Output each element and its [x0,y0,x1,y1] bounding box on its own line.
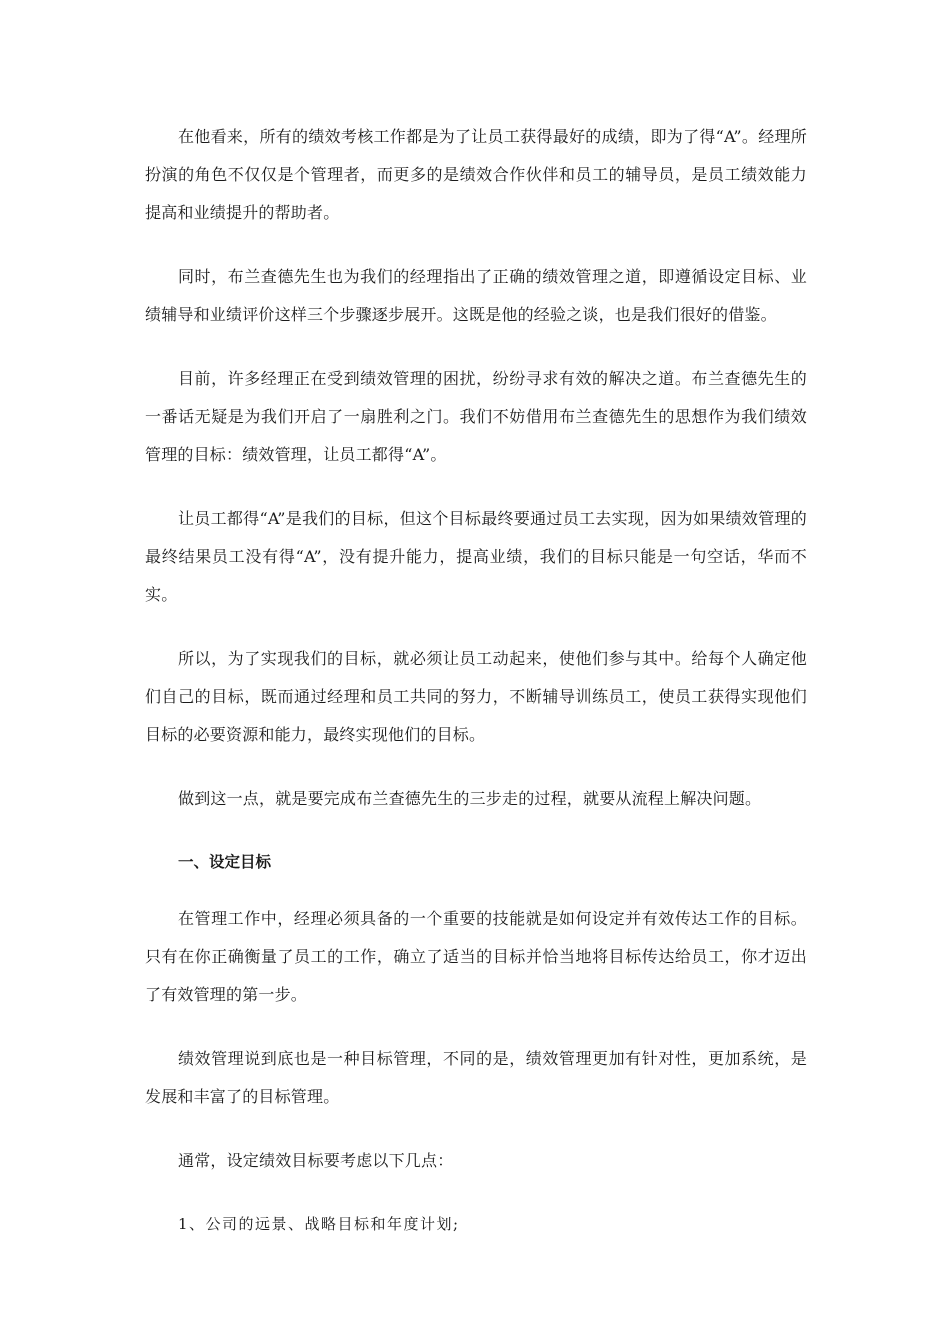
paragraph: 让员工都得“A”是我们的目标，但这个目标最终要通过员工去实现，因为如果绩效管理的最终结果员工没有得“A”，没有提升能力，提高业绩，我们的目标只能是一句空话，华而不实。 [145,509,807,604]
section-paragraph: 在管理工作中，经理必须具备的一个重要的技能就是如何设定并有效传达工作的目标。只有在你正确衡量了员工的工作，确立了适当的目标并恰当地将目标传达给员工，你才迈出了有效管理的第一步。 [145,909,807,1004]
section-paragraph: 通常，设定绩效目标要考虑以下几点： [178,1151,454,1170]
paragraph: 做到这一点，就是要完成布兰查德先生的三步走的过程，就要从流程上解决问题。 [178,789,762,808]
paragraph: 在他看来，所有的绩效考核工作都是为了让员工获得最好的成绩，即为了得“A”。经理所扮演的角色不仅仅是个管理者，而更多的是绩效合作伙伴和员工的辅导员，是员工绩效能力提高和业绩提升的帮助者。 [145,127,807,222]
section-paragraph: 绩效管理说到底也是一种目标管理，不同的是，绩效管理更加有针对性，更加系统，是发展和丰富了的目标管理。 [145,1049,807,1106]
paragraph: 目前，许多经理正在受到绩效管理的困扰，纷纷寻求有效的解决之道。布兰查德先生的一番话无疑是为我们开启了一扇胜利之门。我们不妨借用布兰查德先生的思想作为我们绩效管理的目标：绩效管理，让员工都得“A”。 [145,369,807,464]
section-heading: 一、设定目标 [178,853,272,871]
list-item: 1、公司的远景、战略目标和年度计划; [178,1215,460,1233]
paragraph: 同时，布兰查德先生也为我们的经理指出了正确的绩效管理之道，即遵循设定目标、业绩辅导和业绩评价这样三个步骤逐步展开。这既是他的经验之谈，也是我们很好的借鉴。 [145,267,807,324]
document-page [145,118,807,1242]
paragraph: 所以，为了实现我们的目标，就必须让员工动起来，使他们参与其中。给每个人确定他们自己的目标，既而通过经理和员工共同的努力，不断辅导训练员工，使员工获得实现他们目标的必要资源和能力，最终实现他们的目标。 [145,649,807,744]
